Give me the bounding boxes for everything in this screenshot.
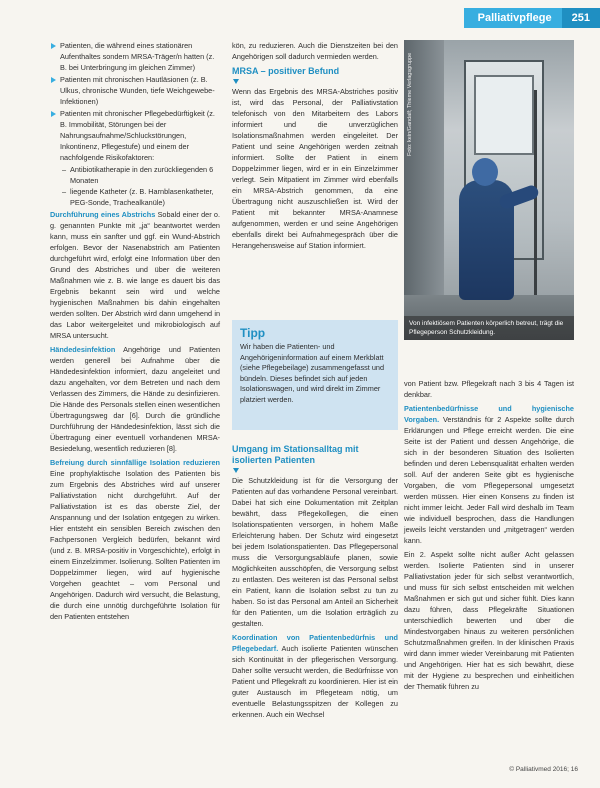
paragraph-beduerfnisse xyxy=(404,403,574,546)
paragraph-mrsa: Wenn das Ergebnis des MRSA-Abstriches positiv ist, wird das Personal, der Palliativstation telefonisch von den Mitarbeitern des Labors informiert und die unverzüglichen Isolationsmaßnahmen werden eingeleitet. Der Patient und seine Angehörigen werden zeitnah informiert. Sollte der Patient in einem Doppelzimmer liegen, wird er in ein Einzelzimmer verlegt. Sein Mitpatient im Zimmer wird ebenfalls ein MRSA-Abstrich genommen, da eine Übertragung nicht auszuschließen ist. Wird der Patient mit bekannter MRSA-Anamnese aufgenommen, werden er und seine Angehörigen ebenfalls direkt bei Aufnahmegespräch über die Herangehensweise auf Station informiert. xyxy=(232,87,398,250)
paragraph-haendedesinfektion xyxy=(50,344,220,454)
column-2-lower xyxy=(232,440,398,723)
tip-title: Tipp xyxy=(240,326,266,340)
paragraph-intro: von Patient bzw. Pflegekraft nach 3 bis 4 Tagen ist denkbar. xyxy=(404,379,574,399)
paragraph-body: Angehörige und Patienten werden generell bei Aufnahme über die Händedesinfektion informiert, dazu angeleitet und dazu angehalten, vor dem Betreten und nach dem Verlassen des Zimmers, die Hände zu desinfizieren. Die Hände des Personals stellen einen wesentlichen Übertragungsweg dar [6]. Durch die gründliche Durchführung der Händedesinfektion, lässt sich die Übertragung einer eventuell vorhandenen MRSA-Besiedelung, wesentlich reduzieren [8]. xyxy=(50,345,220,453)
column-1 xyxy=(50,40,220,625)
paragraph-lead: Patientenbedürfnisse und hygienische Vorgaben. xyxy=(404,404,574,424)
paragraph-abstrich xyxy=(50,209,220,341)
paragraph-aspekt-2: Ein 2. Aspekt sollte nicht außer Acht gelassen werden. Isolierte Patienten sind in unserer Palliativstation jeder für sich selbst verantwortlich, und muss für sich selbst entscheiden mit welchen Maßnahmen er sich gut und sicher fühlt. Dies kann dazu führen, dass Pflegekräfte Situationen unterschiedlich bewerten und über die Mindestvorgaben hinaus zu weiteren persönlichen Schutzmaßnahmen greifen. In der klinischen Praxis wird dann immer wieder Vereinbarung mit Patienten und Angehörigen. Hier hat es sich bewährt, diese mit der Hygiene zu besprechen und einheitlichen der Thematik führen zu xyxy=(404,550,574,691)
paragraph-koordination xyxy=(232,632,398,720)
paragraph-lead: Händedesinfektion xyxy=(50,345,116,354)
section-title: Palliativpflege xyxy=(464,8,562,28)
paragraph-body: Auch isolierte Patienten wünschen sich Kontinuität in der pflegerischen Versorgung. Daher sollte versucht werden, die Bedürfnisse von Patient und Pflegekraft zu koordinieren. Hier ist ein guter Austausch im Pflegeteam nötig, um eventuelle Belastungsspitzen der Kollegen zu erkennen. Auch ein Wechsel xyxy=(232,644,398,719)
heading-mrsa-positive: MRSA – positiver Befund xyxy=(232,66,340,76)
sub-list-item: – Antibiotikatherapie in den zurückliegenden 6 Monaten xyxy=(60,164,220,186)
paragraph-lead: Befreiung durch sinnfällige Isolation reduzieren xyxy=(50,458,220,467)
arrow-down-icon xyxy=(233,79,239,84)
list-item xyxy=(50,74,220,107)
tip-body: Wir haben die Patienten- und Angehörigeninformation auf einem Merkblatt (siehe Pflegebeilage) zusammengefasst und bündeln. Dieses befindet sich auf jeden Isolationswagen, und wird direkt im Zimmer platziert werden. xyxy=(240,342,384,404)
paragraph-lead: Durchführung eines Abstrichs xyxy=(50,210,156,219)
column-2 xyxy=(232,40,398,254)
page-header xyxy=(464,8,600,28)
photo-caption: Von infektiösem Patienten körperlich betreut, trägt die Pflegeperson Schutzkleidung. xyxy=(404,316,574,340)
column-3 xyxy=(404,378,574,695)
paragraph-lead: Koordination von Patientenbedürfnis und Pflegebedarf. xyxy=(232,633,398,653)
list-item-text: Patienten mit chronischer Pflegebedürftigkeit (z. B. Immobilität, Störungen bei der Nahrungsaufnahme/Schluckstörungen, Inkontinenz, Pflegestufe) und einem der nachfolgende Risikofaktoren: xyxy=(60,109,215,162)
paragraph-isolation xyxy=(50,457,220,622)
paragraph-body: Verständnis für 2 Aspekte sollte durch Erklärungen und Pflege erreicht werden. Die eine Seite ist der Patient und dessen Angehörige, die sich in der besonderen Situation des Isolierten befinden und deren Lebensqualität erhalten werden soll. Auf der anderen Seite gibt es hygienische Vorgaben, die vom Pflegepersonal umgesetzt werden müssen. Hier einen Konsens zu finden ist nicht immer leicht. Jeder Fall wird deshalb im Team wie individuell besprochen, dass die Handlungen jeweils leicht verstanden und „mitgetragen“ werden kann. xyxy=(404,415,575,545)
list-item xyxy=(50,108,220,208)
list-item-text: Patienten mit chronischen Hautläsionen (z. B. Ulkus, chronische Wunden, tiefe Weichgewebe-Infektionen) xyxy=(60,75,215,106)
paragraph-body: Sobald einer der o. g. genannten Punkte mit „ja“ beantwortet werden kann, muss ein sanfter und ggf. ein Wund-Abstrich erfolgen. Bevor der Nasenabstrich am Patienten durchgeführt wird, erfolgt eine Information über den Grund des Abstriches und über die weiteren Maßnahmen wie z. B. wie lange es dauert bis das Ergebnis bekannt sein wird und welche hygienischen Maßnahmen bis dahin eingehalten werden sollten. Der Abstrich wird dann umgehend in das Labor weitergeleitet und mikrobiologisch auf MRSA untersucht. xyxy=(50,210,220,340)
page-number: 251 xyxy=(562,8,600,28)
paragraph-body: Eine prophylaktische Isolation des Patienten bis zum Ergebnis des Abstriches wird auf unserer Palliativstation nicht durchgeführt. Auf der Palliativstation ist es das oberste Ziel, der Anspannung und der Isolation entgegen zu wirken. Hier entsteht ein sensiblen Bereich zwischen den Fachpersonen Vergleich bedürfen, bekannt wird (und z. B. MRSA-positiv in Vorgeschichte), erfolgt in einem Einzelzimmer. Isolierung. Sollten Patienten im Doppelzimmer liegen, wird auf hygienische Vorgehen geachtet – vom Personal und Angehörigen. Dadurch wird versucht, die Belastung, die durch eine unnötig durchgeführte Isolation für den Patienten entstehen xyxy=(50,469,220,621)
paragraph-umgang: Die Schutzkleidung ist für die Versorgung der Patienten auf das vorhandene Personal vereinbart. Dabei hat sich eine Dokumentation mit Zeitplan bewährt, dass Pflegekollegen, die einen Isolationspatienten versorgen, in hohem Maße Erleichterung haben. Der Schutz wird eingesetzt bei jedem Isolationspatienten. Das Pflegepersonal muss die Versorgungsabläufe planen, sowie Möglichkeiten ausschöpfen, die Versorgung selbst zu entlasten. Des weiteren ist das Personal selbst ein Patient, kann die Isolation selbst zu tun zu haben. So ist das Personal am Anteil an Sicherheit für den Patienten, um die Isolation erträglich zu gestalten. xyxy=(232,476,398,628)
photo-credit: Foto: kein/Gandalf; Thieme Verlagsgruppe xyxy=(407,52,413,156)
heading-umgang: Umgang im Stationsalltag mit isolierten Patienten xyxy=(232,444,359,465)
photo-nurse-isolation xyxy=(404,40,574,340)
list-item-text: Patienten, die während eines stationären Aufenthaltes sondern MRSA-Träger/n hatten (z. B. bei Unterbringung im gleichen Zimmer) xyxy=(60,41,215,72)
footer-citation: © Palliativmed 2016; 16 xyxy=(509,766,578,773)
risk-list xyxy=(50,40,220,208)
paragraph-intro: kön, zu reduzieren. Auch die Dienstzeiten bei den Angehörigen soll dadurch vermieden werden. xyxy=(232,41,398,61)
photo-window xyxy=(474,75,534,155)
arrow-down-icon xyxy=(233,468,239,473)
sub-list xyxy=(60,164,220,208)
photo-person-head xyxy=(472,158,498,186)
list-item xyxy=(50,40,220,73)
tip-box xyxy=(232,320,398,430)
sub-list-item: – liegende Katheter (z. B. Harnblasenkatheter, PEG-Sonde, Trachealkanüle) xyxy=(60,186,220,208)
